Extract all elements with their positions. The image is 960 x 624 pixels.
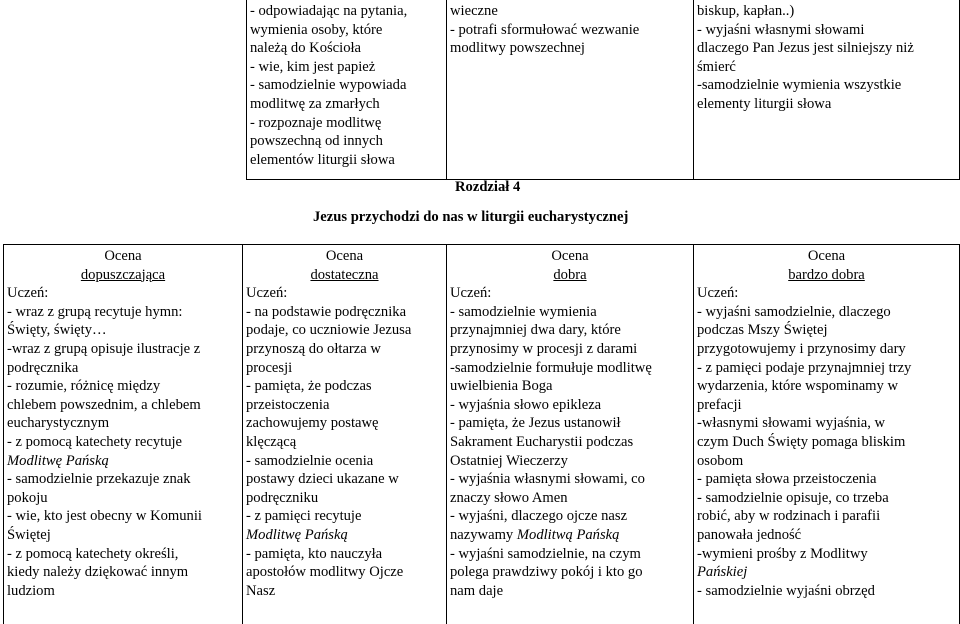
list-item: Nasz <box>246 582 276 599</box>
student-label: Uczeń: <box>697 285 739 302</box>
list-item: - rozumie, różnicę między <box>7 378 161 395</box>
list-item: - pamięta, że Jezus ustanowił <box>450 415 621 432</box>
list-item: ludziom <box>7 582 55 599</box>
list-item: podręcznika <box>7 359 79 376</box>
list-item: polega prawdziwy pokój i kto go <box>450 564 643 581</box>
list-item: -wraz z grupą opisuje ilustracje z <box>7 340 201 357</box>
list-item: pokoju <box>7 489 48 506</box>
list-item: - wraz z grupą recytuje hymn: <box>7 303 183 320</box>
list-item: przynosimy w procesji z darami <box>450 340 638 357</box>
list-item: robić, aby w rodzinach i parafii <box>697 508 881 525</box>
grade-column-dobra <box>447 244 694 624</box>
list-item: - samodzielnie wymienia <box>450 303 597 320</box>
list-item: podręczniku <box>246 489 319 506</box>
list-item: - wyjaśni samodzielnie, dlaczego <box>697 303 891 320</box>
list-item: podaje, co uczniowie Jezusa <box>246 322 412 339</box>
list-item: wydarzenia, które wspominamy w <box>697 378 899 395</box>
grade-name: dobra <box>553 266 587 283</box>
list-item: - z pomocą katechety recytuje <box>7 433 183 450</box>
list-item: Święty, święty… <box>7 322 107 339</box>
list-item: klęczącą <box>246 433 297 450</box>
student-label: Uczeń: <box>7 285 49 302</box>
list-item: powszechną od innych <box>250 133 383 150</box>
list-item: przygotowujemy i przynosimy dary <box>697 340 906 357</box>
list-item: - wyjaśni, dlaczego ojcze nasz <box>450 508 628 525</box>
grade-label: Ocena <box>325 248 364 264</box>
grade-requirements <box>7 303 239 601</box>
list-item: - z pamięci recytuje <box>246 508 362 525</box>
list-item: czym Duch Święty pomaga bliskim <box>697 433 906 450</box>
chapter-number: Rozdział 4 <box>455 179 521 195</box>
list-item: elementów liturgii słowa <box>250 151 395 168</box>
list-item: wymienia osoby, które <box>250 21 383 38</box>
list-item: Ostatniej Wieczerzy <box>450 452 568 469</box>
list-item: - wyjaśnia własnymi słowami, co <box>450 471 645 488</box>
list-item: elementy liturgii słowa <box>697 95 832 112</box>
list-item: - rozpoznaje modlitwę <box>250 114 382 131</box>
list-item: prefacji <box>697 396 742 413</box>
list-item: nam daje <box>450 582 504 599</box>
list-item: - na podstawie podręcznika <box>246 303 407 320</box>
list-item: należą do Kościoła <box>250 40 362 57</box>
list-item: modlitwę za zmarłych <box>250 95 380 112</box>
top-col-3 <box>447 0 694 180</box>
grade-column-bardzo-dobra <box>694 244 960 624</box>
list-item: przeistoczenia <box>246 396 330 413</box>
grade-label: Ocena <box>104 248 142 264</box>
list-item: - samodzielnie ocenia <box>246 452 374 469</box>
list-item <box>450 526 690 545</box>
list-item: -własnymi słowami wyjaśnia, w <box>697 415 886 432</box>
list-item: - pamięta słowa przeistoczenia <box>697 471 877 488</box>
list-item: Świętej <box>7 526 51 543</box>
list-item: - z pomocą katechety określi, <box>7 545 179 562</box>
list-item: apostołów modlitwy Ojcze <box>246 564 404 581</box>
list-item: wieczne <box>450 3 498 19</box>
list-item: - pamięta, kto nauczyła <box>246 545 383 562</box>
list-item: -samodzielnie wymienia wszystkie <box>697 77 902 94</box>
list-item: - wyjaśni samodzielnie, na czym <box>450 545 641 562</box>
list-item: Modlitwę Pańską <box>246 526 348 543</box>
list-item: - wie, kto jest obecny w Komunii <box>7 508 202 525</box>
list-item: -wymieni prośby z Modlitwy <box>697 545 868 562</box>
list-item: - wyjaśnia słowo epikleza <box>450 396 602 413</box>
grade-column-dostateczna <box>243 244 447 624</box>
list-item: śmierć <box>697 58 736 75</box>
list-item: przynajmniej dwa dary, które <box>450 322 621 339</box>
list-item: - z pamięci podaje przynajmniej trzy <box>697 359 912 376</box>
list-item: modlitwy powszechnej <box>450 40 585 57</box>
list-item-italic: Modlitwą Pańską <box>516 526 620 543</box>
list-item: - samodzielnie wypowiada <box>250 77 407 94</box>
top-col-2 <box>246 0 447 180</box>
list-item: - samodzielnie opisuje, co trzeba <box>697 489 889 506</box>
grade-column-dopuszczajaca <box>3 244 243 624</box>
grade-requirements <box>450 303 690 601</box>
chapter-title: Jezus przychodzi do nas w liturgii eucharystycznej <box>313 209 629 225</box>
grade-requirements <box>697 303 956 601</box>
list-item: Sakrament Eucharystii podczas <box>450 433 634 450</box>
list-item: - samodzielnie przekazuje znak <box>7 471 191 488</box>
grade-requirements <box>246 303 443 601</box>
top-col-4 <box>694 0 960 180</box>
list-item: dlaczego Pan Jezus jest silniejszy niż <box>697 40 914 57</box>
top-col-2-text <box>250 2 443 169</box>
list-item: eucharystycznym <box>7 415 110 432</box>
list-item: - pamięta, że podczas <box>246 378 372 395</box>
grade-label: Ocena <box>551 248 589 264</box>
list-item: Pańskiej <box>697 564 748 581</box>
list-item: znaczy słowo Amen <box>450 489 568 506</box>
list-item: panowała jedność <box>697 526 802 543</box>
list-item: kiedy należy dziękować innym <box>7 564 189 581</box>
list-item: - samodzielnie wyjaśni obrzęd <box>697 582 875 599</box>
list-item: podczas Mszy Świętej <box>697 322 828 339</box>
list-item: osobom <box>697 452 744 469</box>
grade-name: bardzo dobra <box>788 266 865 283</box>
grade-label: Ocena <box>807 248 846 264</box>
list-item: - odpowiadając na pytania, <box>250 3 408 19</box>
list-item: przynoszą do ołtarza w <box>246 340 381 357</box>
list-item: - wie, kim jest papież <box>250 58 376 75</box>
list-item: - wyjaśni własnymi słowami <box>697 21 865 38</box>
list-item-text: nazywamy <box>450 526 517 543</box>
list-item: procesji <box>246 359 293 376</box>
grade-name: dopuszczająca <box>80 266 166 283</box>
grade-name: dostateczna <box>310 266 379 283</box>
list-item: uwielbienia Boga <box>450 378 553 395</box>
student-label: Uczeń: <box>450 285 492 302</box>
list-item: zachowujemy postawę <box>246 415 379 432</box>
list-item: - potrafi sformułować wezwanie <box>450 21 640 38</box>
list-item: chlebem powszednim, a chlebem <box>7 396 201 413</box>
student-label: Uczeń: <box>246 285 288 302</box>
list-item: postawy dzieci ukazane w <box>246 471 399 488</box>
list-item: -samodzielnie formułuje modlitwę <box>450 359 652 376</box>
list-item: Modlitwę Pańską <box>7 452 109 469</box>
list-item: biskup, kapłan..) <box>697 3 795 19</box>
